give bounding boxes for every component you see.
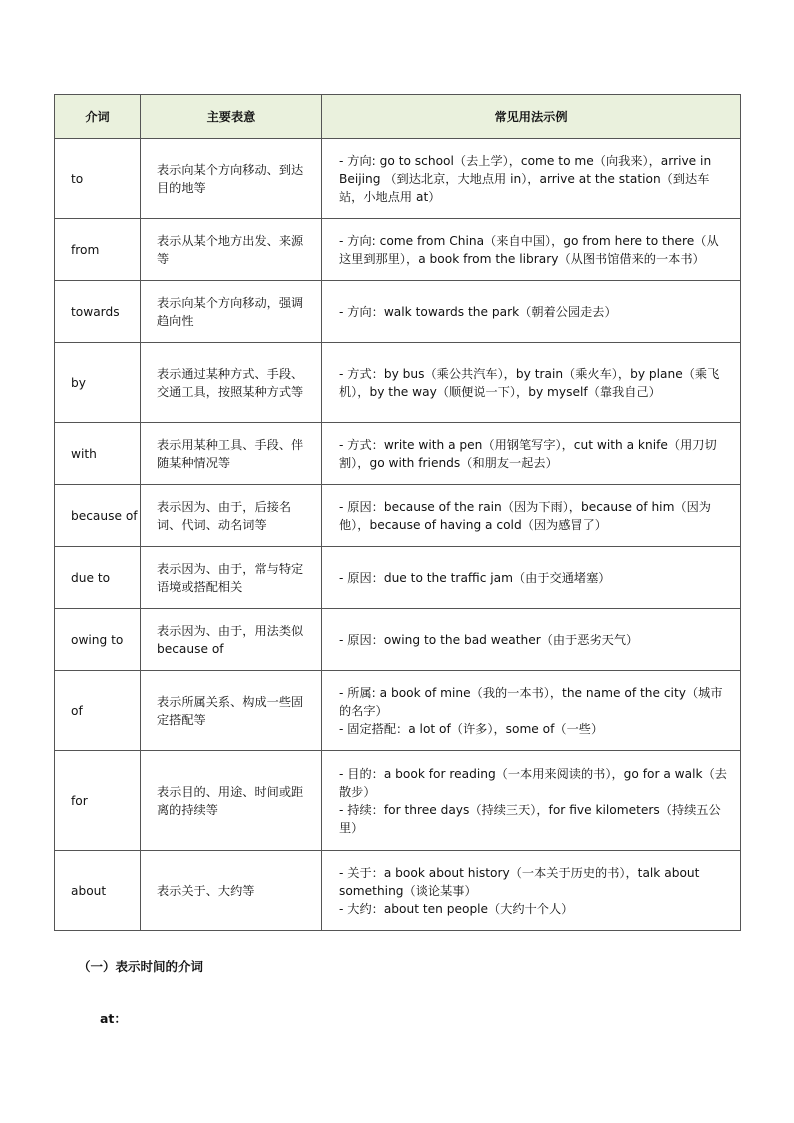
example-line: - 方向: come from China（来自中国），go from here to there（从这里到那里），a book from the library（从图书馆借来的一本书） (339, 233, 719, 266)
example-line: - 方式：write with a pen（用钢笔写字），cut with a knife（用刀切割），go with friends（和朋友一起去） (339, 437, 717, 470)
cell-meaning: 表示因为、由于，常与特定语境或搭配相关 (141, 547, 322, 609)
cell-examples (322, 671, 741, 751)
cell-preposition: from (55, 219, 141, 281)
example-line: - 大约：about ten people（大约十个人） (339, 901, 574, 916)
cell-meaning: 表示向某个方向移动、到达目的地等 (141, 139, 322, 219)
table-row (55, 751, 741, 851)
cell-meaning: 表示因为、由于，后接名词、代词、动名词等 (141, 485, 322, 547)
example-line: - 目的：a book for reading（一本用来阅读的书），go for a walk（去散步） (339, 766, 727, 799)
cell-examples (322, 851, 741, 931)
cell-examples (322, 139, 741, 219)
cell-examples (322, 609, 741, 671)
cell-meaning: 表示目的、用途、时间或距离的持续等 (141, 751, 322, 851)
example-line: - 原因：owing to the bad weather（由于恶劣天气） (339, 632, 639, 647)
subsection-heading: at： (100, 1011, 127, 1026)
example-line: - 方向: go to school（去上学），come to me（向我来），arrive in Beijing （到达北京，大地点用 in），arrive at the station（到达车站，小地点用 at） (339, 153, 712, 204)
cell-meaning: 表示关于、大约等 (141, 851, 322, 931)
table-row (55, 671, 741, 751)
example-line: - 方式：by bus（乘公共汽车），by train（乘火车），by plane（乘飞机），by the way（顺便说一下），by myself（靠我自己） (339, 366, 720, 399)
header-preposition: 介词 (55, 95, 141, 139)
table-row (55, 281, 741, 343)
table-header-row (55, 95, 741, 139)
example-line: - 固定搭配：a lot of（许多），some of（一些） (339, 721, 604, 736)
cell-examples (322, 485, 741, 547)
cell-examples (322, 343, 741, 423)
cell-preposition: for (55, 751, 141, 851)
cell-meaning: 表示用某种工具、手段、伴随某种情况等 (141, 423, 322, 485)
cell-preposition: owing to (55, 609, 141, 671)
cell-examples (322, 751, 741, 851)
table-row (55, 485, 741, 547)
example-line: - 所属: a book of mine（我的一本书），the name of the city（城市的名字） (339, 685, 723, 718)
cell-meaning: 表示所属关系、构成一些固定搭配等 (141, 671, 322, 751)
cell-preposition: about (55, 851, 141, 931)
cell-preposition: of (55, 671, 141, 751)
section-heading: （一）表示时间的介词 (78, 959, 204, 974)
header-meaning: 主要表意 (141, 95, 322, 139)
cell-examples (322, 281, 741, 343)
cell-meaning: 表示通过某种方式、手段、交通工具，按照某种方式等 (141, 343, 322, 423)
table-row (55, 219, 741, 281)
cell-examples (322, 219, 741, 281)
table-row (55, 609, 741, 671)
example-line: - 原因：due to the traffic jam（由于交通堵塞） (339, 570, 611, 585)
example-line: - 方向：walk towards the park（朝着公园走去） (339, 304, 617, 319)
cell-examples (322, 547, 741, 609)
cell-preposition: to (55, 139, 141, 219)
cell-preposition: by (55, 343, 141, 423)
example-line: - 原因：because of the rain（因为下雨），because of him（因为他），because of having a cold（因为感冒了） (339, 499, 711, 532)
cell-preposition: with (55, 423, 141, 485)
cell-preposition: towards (55, 281, 141, 343)
table-row (55, 343, 741, 423)
cell-meaning: 表示向某个方向移动，强调趋向性 (141, 281, 322, 343)
example-line: - 持续：for three days（持续三天），for five kilometers（持续五公里） (339, 802, 721, 835)
cell-meaning: 表示从某个地方出发、来源等 (141, 219, 322, 281)
example-line: - 关于：a book about history（一本关于历史的书），talk about something（谈论某事） (339, 865, 700, 898)
cell-examples (322, 423, 741, 485)
table-row (55, 851, 741, 931)
header-examples: 常见用法示例 (322, 95, 741, 139)
cell-meaning: 表示因为、由于，用法类似 because of (141, 609, 322, 671)
preposition-table (54, 94, 741, 931)
table-row (55, 423, 741, 485)
cell-preposition: because of (55, 485, 141, 547)
cell-preposition: due to (55, 547, 141, 609)
table-row (55, 547, 741, 609)
table-row (55, 139, 741, 219)
